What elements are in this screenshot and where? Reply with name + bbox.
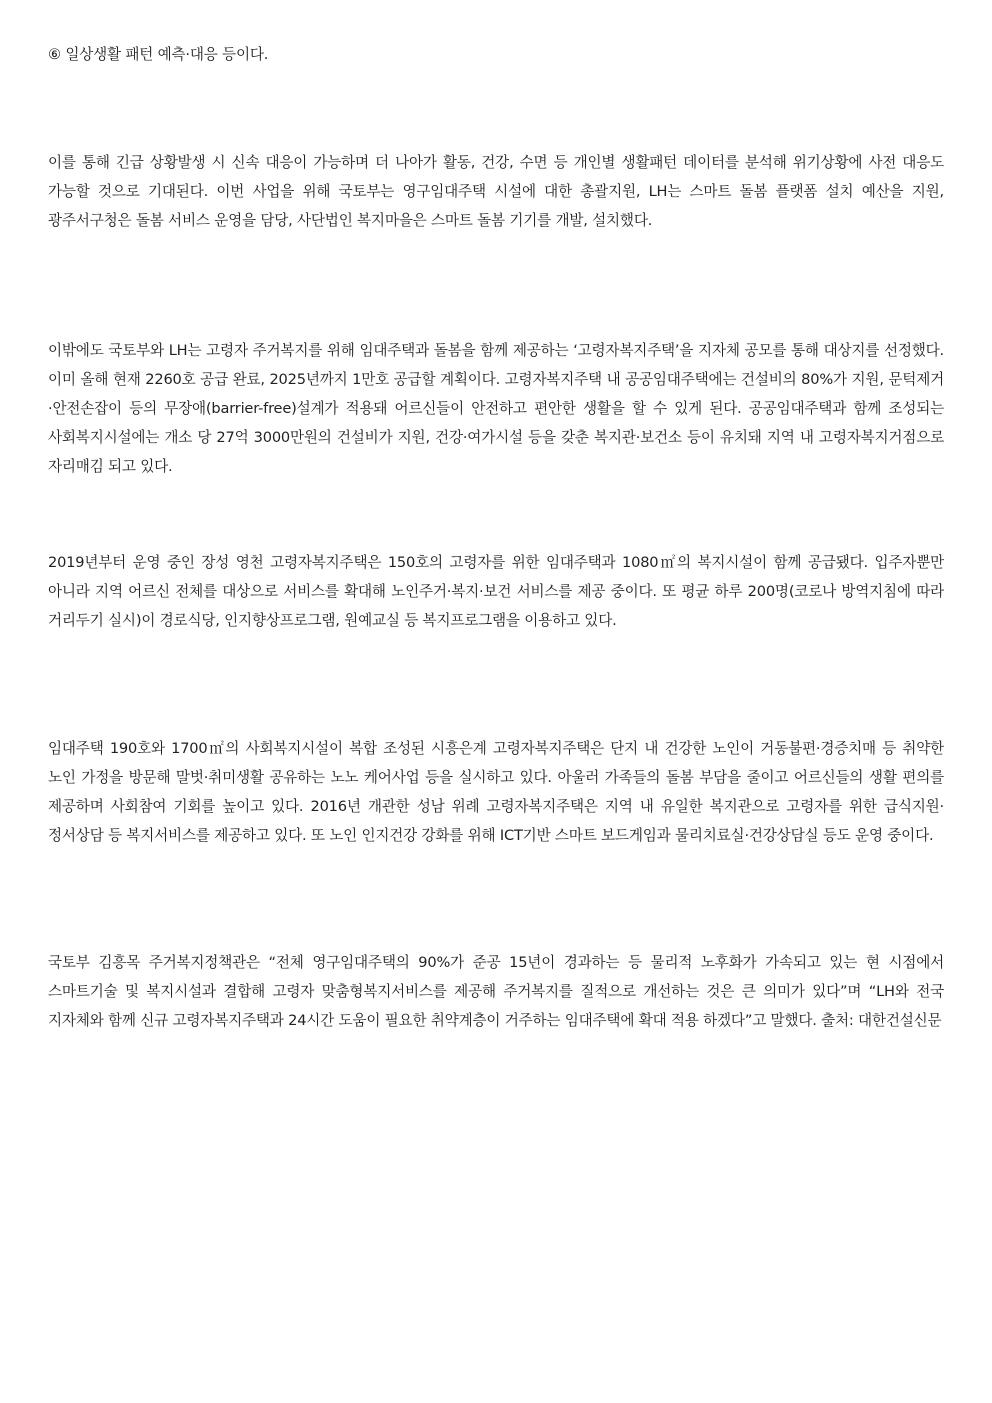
paragraph-siheung-seongnam-case: 임대주택 190호와 1700㎡의 사회복지시설이 복합 조성된 시흥은계 고령자복지주택은 단지 내 건강한 노인이 거동불편·경증치매 등 취약한 노인 가정을 방문해 말벗·취미생활 공유하는 노노 케어사업 등을 실시하고 있다. 아울러 가족들의 돌봄 부담을 줄이고 어르신들의 생활 편의를 제공하며 사회참여 기회를 높이고 있다. 2016년 개관한 성남 위례 고령자복지주택은 지역 내 유일한 복지관으로 고령자를 위한 급식지원·정서상담 등 복지서비스를 제공하고 있다. 또 노인 인지건강 강화를 위해 ICT기반 스마트 보드게임과 물리치료실·건강상담실 등도 운영 중이다. bbox=[48, 740, 944, 844]
paragraph-jangseong-case: 2019년부터 운영 중인 장성 영천 고령자복지주택은 150호의 고령자를 위한 임대주택과 1080㎡의 복지시설이 함께 공급됐다. 입주자뿐만 아니라 지역 어르신 전체를 대상으로 서비스를 확대해 노인주거·복지·보건 서비스를 제공 중이다. 또 평균 하루 200명(코로나 방역지침에 따라 거리두기 실시)이 경로식당, 인지향상프로그램, 원예교실 등 복지프로그램을 이용하고 있다. bbox=[48, 554, 944, 629]
paragraph-emergency-response: 이를 통해 긴급 상황발생 시 신속 대응이 가능하며 더 나아가 활동, 건강, 수면 등 개인별 생활패턴 데이터를 분석해 위기상황에 사전 대응도 가능할 것으로 기대된다. 이번 사업을 위해 국토부는 영구임대주택 시설에 대한 총괄지원, LH는 스마트 돌봄 플랫폼 설치 예산을 지원, 광주서구청은 돌봄 서비스 운영을 담당, 사단법인 복지마을은 스마트 돌봄 기기를 개발, 설치했다. bbox=[48, 154, 944, 229]
paragraph-pattern-item: ⑥ 일상생활 패턴 예측·대응 등이다. bbox=[48, 46, 269, 63]
paragraph-official-quote: 국토부 김흥목 주거복지정책관은 “전체 영구임대주택의 90%가 준공 15년이 경과하는 등 물리적 노후화가 가속되고 있는 현 시점에서 스마트기술 및 복지시설과 결합해 고령자 맞춤형복지서비스를 제공해 주거복지를 질적으로 개선하는 것은 큰 의미가 있다”며 “LH와 전국 지자체와 함께 신규 고령자복지주택과 24시간 도움이 필요한 취약계층이 거주하는 임대주택에 확대 적용 하겠다”고 말했다. 출처: 대한건설신문 bbox=[48, 954, 944, 1029]
paragraph-elderly-housing-program: 이밖에도 국토부와 LH는 고령자 주거복지를 위해 임대주택과 돌봄을 함께 제공하는 ‘고령자복지주택’을 지자체 공모를 통해 대상지를 선정했다. 이미 올해 현재 2260호 공급 완료, 2025년까지 1만호 공급할 계획이다. 고령자복지주택 내 공공임대주택에는 건설비의 80%가 지원, 문턱제거·안전손잡이 등의 무장애(barrier-free)설계가 적용돼 어르신들이 안전하고 편안한 생활을 할 수 있게 된다. 공공임대주택과 함께 조성되는 사회복지시설에는 개소 당 27억 3000만원의 건설비가 지원, 건강·여가시설 등을 갖춘 복지관·보건소 등이 유치돼 지역 내 고령자복지거점으로 자리매김 되고 있다. bbox=[48, 342, 944, 475]
